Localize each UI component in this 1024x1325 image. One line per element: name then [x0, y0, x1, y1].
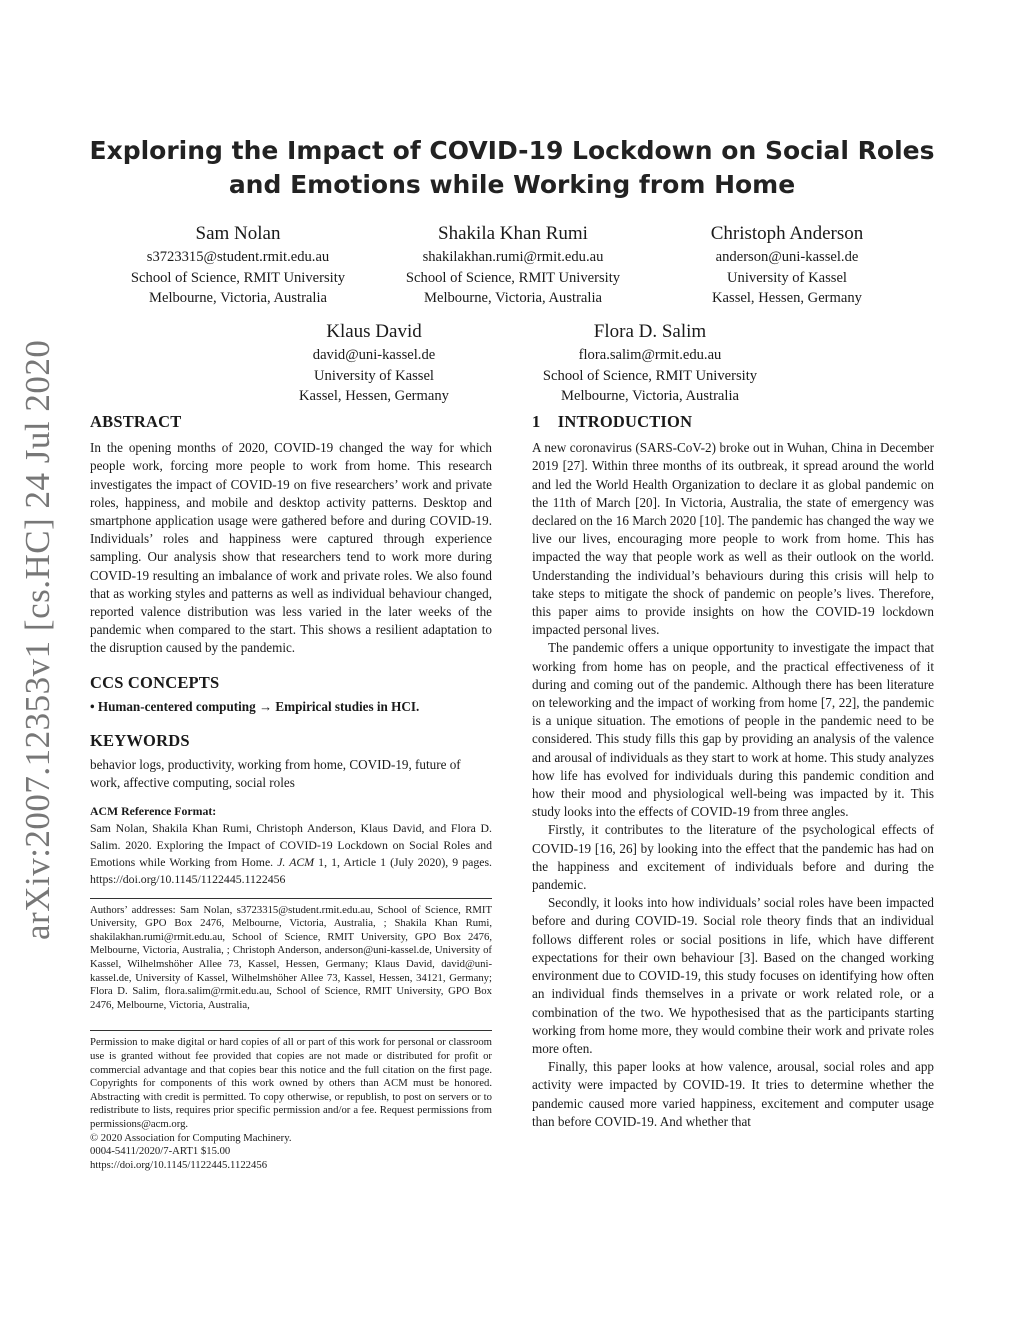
acm-reference-text: [90, 820, 492, 888]
acm-reference-body: Sam Nolan, Shakila Khan Rumi, Christoph Anderson, Klaus David, and Flora D. Salim. 2020. Exploring the Impact of COVID-19 Lockdown on Social Roles and Emotions while Working from Home.: [90, 820, 492, 869]
doi-line: https://doi.org/10.1145/1122445.1122456: [90, 1158, 268, 1171]
arxiv-identifier: arXiv:2007.12353v1 [cs.HC] 24 Jul 2020: [18, 339, 57, 940]
ccs-text: • Human-centered computing → Empirical studies in HCI.: [90, 698, 420, 714]
ccs-heading: CCS CONCEPTS: [90, 672, 220, 692]
author-name: Shakila Khan Rumi: [438, 223, 588, 244]
author-location: Kassel, Hessen, Germany: [712, 290, 862, 306]
keywords-heading: KEYWORDS: [90, 731, 190, 751]
author-location: Melbourne, Victoria, Australia: [424, 290, 602, 306]
acm-reference-tail: 1, 1, Article 1 (July 2020), 9 pages. https://doi.org/10.1145/1122445.1122456: [90, 854, 493, 886]
author-name: Christoph Anderson: [710, 223, 864, 244]
author-email: s3723315@student.rmit.edu.au: [146, 249, 330, 265]
right-column: [532, 413, 934, 1131]
author-name: Klaus David: [326, 321, 422, 342]
acm-reference: [90, 803, 492, 888]
intro-paragraph: Finally, this paper looks at how valence, arousal, social roles and app activity were impacted by COVID-19. It tries to determine whether the pandemic caused more varied happiness, excitement and computer usage than before COVID-19. And whether that: [532, 1059, 934, 1129]
intro-paragraph: The pandemic offers a unique opportunity to investigate the impact that working from home has on people, and the practical effectiveness of it during and coming out of the pandemic. Although there has been literature on teleworking and the impact of working from home [7, 22], the pandemic is a unique situation. The emotions of people in the pandemic need to be considered. This study fills this gap by providing an analysis of the valence and arousal of individuals as they start to work at home. This study analyzes how life has evolved for individuals during this pandemic condition and how their mood and physiological well-being was impacted by it. This study looks into the effects of COVID-19 from three angles.: [532, 640, 934, 820]
author-affiliation: School of Science, RMIT University: [542, 367, 758, 384]
permission-text: Permission to make digital or hard copies of all or part of this work for personal or classroom use is granted without fee provided that copies are not made or distributed for profit or commercial advantage and that copies bear this notice and the full citation on the first page. Copyrights for components of this work owned by others than ACM must be honored. Abstracting with credit is permitted. To copy otherwise, or republish, to post on servers or to redistribute to lists, requires prior specific permission and/or a fee. Request permissions from permissions@acm.org.: [90, 1036, 492, 1130]
author-location: Melbourne, Victoria, Australia: [561, 388, 739, 404]
section-title: INTRODUCTION: [557, 412, 693, 431]
divider: [90, 898, 492, 899]
section-number: 1: [532, 412, 541, 431]
divider: [90, 1030, 492, 1031]
author-email: shakilakhan.rumi@rmit.edu.au: [422, 249, 604, 265]
author-location: Melbourne, Victoria, Australia: [149, 290, 327, 306]
keywords-text: behavior logs, productivity, working from home, COVID-19, future of work, affective computing, social roles: [90, 757, 461, 791]
author-name: Flora D. Salim: [593, 321, 707, 342]
author-email: flora.salim@rmit.edu.au: [578, 347, 722, 363]
author-block: [372, 221, 654, 309]
author-email: david@uni-kassel.de: [312, 347, 436, 363]
paper-title: [60, 134, 964, 202]
author-block: [96, 221, 380, 309]
intro-paragraph: Secondly, it looks into how individuals’ social roles have been impacted before and during COVID-19. Social role theory finds that an individual follows different roles or social positions in life, which have different expectations for their own behaviour [3]. Based on the changed working environment due to COVID-19, this study focuses on identifying how often an individual finds themselves in a private or work related role, or a combination of the two. We hypothesised that as the participants starting working from home more, they would combine their work and private roles more often.: [532, 895, 934, 1056]
abstract-text: In the opening months of 2020, COVID-19 changed the way for which people work, forcing more people to work from home. This research investigates the impact of COVID-19 on five researchers’ work and private roles, happiness, and mobile and desktop activity patterns. Desktop and smartphone application usage were gathered before and during COVID-19. Individuals’ roles and happiness were captured through experience sampling. Our analysis show that researchers tend to work more during COVID-19 resulting an imbalance of work and private roles. We also found that as working styles and patterns as well as individual behaviour changed, reported valence distribution was less varied in the later weeks of the pandemic when compared to the start. This shows a resilient adaptation to the disruption caused by the pandemic.: [90, 440, 492, 656]
permission-notice: [90, 1036, 492, 1172]
author-block: [256, 319, 492, 407]
author-affiliation: University of Kassel: [727, 269, 847, 286]
author-block: [654, 221, 920, 309]
abstract-heading: ABSTRACT: [90, 412, 182, 431]
author-name: Sam Nolan: [195, 223, 281, 244]
left-column: [90, 413, 492, 1172]
intro-paragraph: Firstly, it contributes to the literature of the psychological effects of COVID-19 [16, 26] by looking into the effect that the pandemic has had on the happiness and excitement of individuals before and during the pandemic.: [532, 822, 934, 893]
author-affiliation: School of Science, RMIT University: [130, 269, 346, 286]
author-affiliation: School of Science, RMIT University: [405, 269, 621, 286]
author-affiliation: University of Kassel: [314, 367, 434, 384]
copyright-line: © 2020 Association for Computing Machinery.: [90, 1131, 292, 1144]
authors-addresses: Authors’ addresses: Sam Nolan, s3723315@student.rmit.edu.au, School of Science, RMIT University, GPO Box 2476, Melbourne, Victoria, Australia, ; Shakila Khan Rumi, shakilakhan.rumi@rmit.edu.au, School of Science, RMIT University, GPO Box 2476, Melbourne, Victoria, Australia, ; Christoph Anderson, anderson@uni-kassel.de, University of Kassel, Wilhelmshöher Allee 73, Kassel, Hessen, Germany; Klaus David, david@uni-kassel.de, University of Kassel, Wilhelmshöher Allee 73, Kassel, Hessen, 34121, Germany; Flora D. Salim, flora.salim@rmit.edu.au, School of Science, RMIT University, GPO Box 2476, Melbourne, Victoria, Australia,: [90, 903, 492, 1011]
issn-line: 0004-5411/2020/7-ART1 $15.00: [90, 1145, 231, 1158]
title-line-2: and Emotions while Working from Home: [228, 170, 796, 199]
author-location: Kassel, Hessen, Germany: [299, 388, 449, 404]
section-heading: [532, 413, 934, 431]
author-email: anderson@uni-kassel.de: [715, 249, 859, 265]
intro-paragraph: A new coronavirus (SARS-CoV-2) broke out in Wuhan, China in December 2019 [27]. Within three months of its outbreak, it spread around the world and led the World Health Organization to declare it as global pandemic on the 11th of March [20]. In Victoria, Australia, the state of emergency was declared on the 16 March 2020 [10]. The pandemic has changed the way we live our lives, encouraging more people to work from home. This has impacted the way that people work as well as their outlook on the world. Understanding the individual’s behaviours during this crisis will help to take steps to mitigate the shock of pandemic on people’s lives. Therefore, this paper aims to provide insights on how the COVID-19 lockdown impacted personal lives.: [532, 440, 934, 638]
author-block: [510, 319, 790, 407]
acm-reference-heading: ACM Reference Format:: [90, 803, 217, 818]
acm-reference-journal: J. ACM: [277, 854, 315, 869]
title-line-1: Exploring the Impact of COVID-19 Lockdown on Social Roles: [89, 136, 935, 165]
